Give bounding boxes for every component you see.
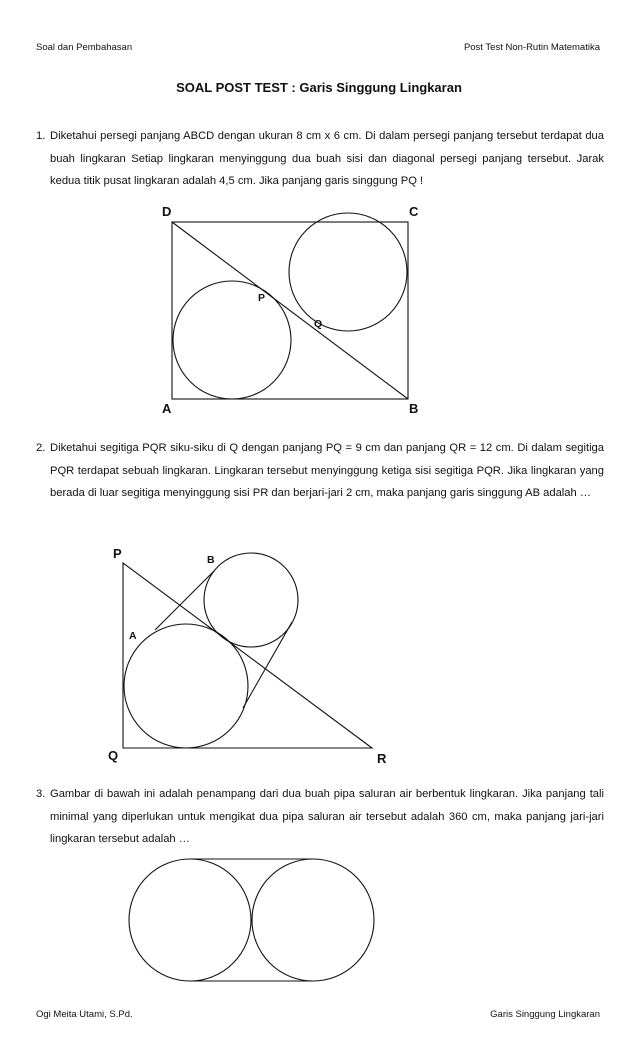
pipe-circle-left (129, 859, 251, 981)
figure-1-rectangle (172, 213, 408, 399)
triangle-pqr (123, 563, 372, 748)
label-q: Q (314, 318, 323, 330)
label-c: C (409, 204, 419, 219)
problem-2-text: Diketahui segitiga PQR siku-siku di Q dengan panjang PQ = 9 cm dan panjang QR = 12 cm. Di dalam segitiga PQR terdapat sebuah lingkaran. Lingkaran tersebut menyinggung ketiga sisi segitiga PQR. Jika lingkaran yang berada di luar segitiga menyinggung sisi PR dan berjari-jari 2 cm, maka panjang garis singgung AB adalah … (50, 442, 604, 499)
problem-3-text: Gambar di bawah ini adalah penampang dari dua buah pipa saluran air berbentuk lingkaran. Jika panjang tali minimal yang diperlukan untuk mengikat dua pipa saluran air tersebut adalah 360 cm, maka panjang jari-jari lingkaran tersebut adalah … (50, 788, 604, 845)
problem-2-number: 2. (36, 442, 46, 454)
circle-lower-left (173, 281, 291, 399)
footer-right: Garis Singgung Lingkaran (490, 1009, 600, 1020)
problem-3-number: 3. (36, 788, 46, 800)
label-p: P (258, 292, 266, 304)
diagonal-db (172, 222, 408, 399)
label-q2: Q (108, 748, 119, 763)
tangent-line-upper (155, 571, 214, 630)
header-right: Post Test Non-Rutin Matematika (463, 42, 600, 53)
label-b: B (409, 401, 419, 416)
circle-upper-right (289, 213, 407, 331)
label-b2: B (207, 554, 215, 566)
problem-1-number: 1. (36, 130, 46, 142)
pipe-circle-right (252, 859, 374, 981)
header-left: Soal dan Pembahasan (36, 42, 133, 53)
label-a: A (162, 401, 172, 416)
label-a2: A (129, 630, 137, 642)
outer-circle (204, 553, 298, 647)
label-r2: R (377, 751, 387, 766)
tangent-line-lower (243, 622, 292, 708)
page-title: SOAL POST TEST : Garis Singgung Lingkaran (176, 80, 462, 95)
problem-1-text: Diketahui persegi panjang ABCD dengan ukuran 8 cm x 6 cm. Di dalam persegi panjang tersebut terdapat dua buah lingkaran Setiap lingkaran menyinggung dua buah sisi dan diagonal persegi panjang tersebut. Jarak kedua titik pusat lingkaran adalah 4,5 cm. Jika panjang garis singgung PQ ! (50, 130, 604, 187)
figure-3-pipes (129, 859, 374, 981)
label-d: D (162, 204, 172, 219)
label-p2: P (113, 546, 122, 561)
footer-left: Ogi Meita Utami, S.Pd. (36, 1009, 133, 1020)
figure-2-triangle (123, 553, 372, 748)
